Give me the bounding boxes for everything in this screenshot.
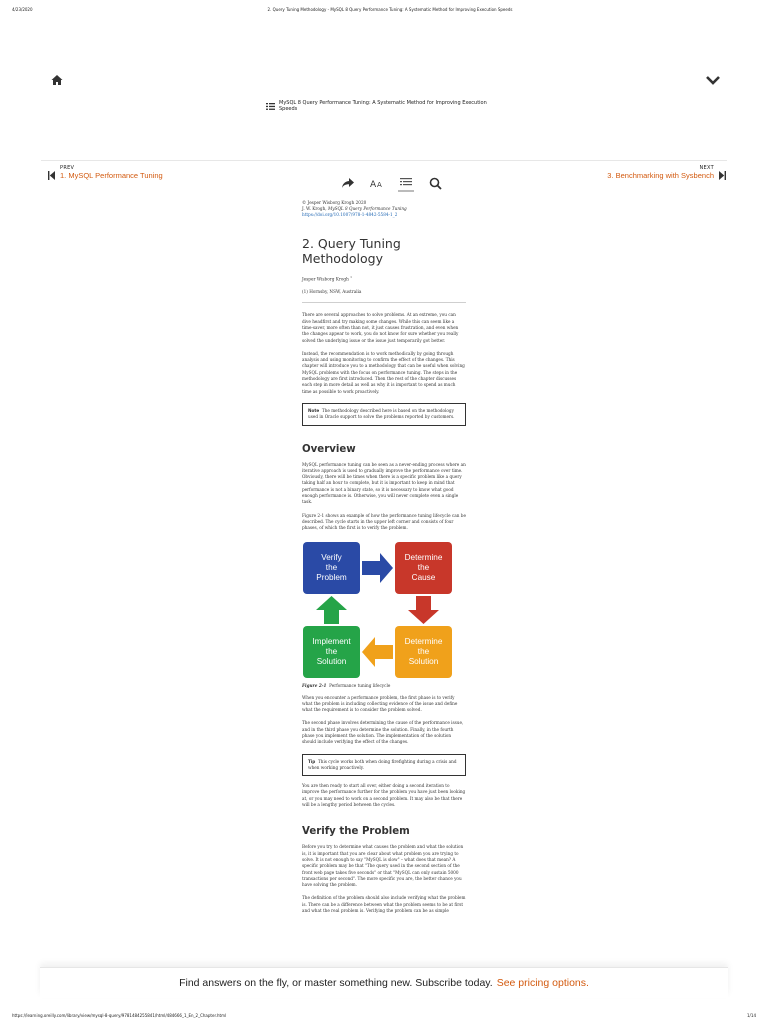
table-of-contents-icon[interactable] <box>398 174 414 192</box>
nav-divider <box>41 160 727 161</box>
next-chapter-title[interactable]: 3. Benchmarking with Sysbench <box>607 171 714 180</box>
chapter-title: 2. Query Tuning Methodology <box>302 236 401 266</box>
arrow-down <box>408 596 439 624</box>
chevron-down-icon[interactable] <box>704 72 722 86</box>
print-url: https://learning.oreilly.com/library/view/mysql-8-query/9781484255841/html/484666_1_En_2_Chapter.html <box>12 1013 227 1018</box>
svg-text:A: A <box>377 181 382 189</box>
font-size-icon[interactable] <box>369 175 385 191</box>
section-heading-overview: Overview <box>302 443 356 455</box>
banner-text: Find answers on the fly, or master something new. Subscribe today. <box>179 977 493 989</box>
search-icon[interactable] <box>427 175 443 191</box>
note-text: The methodology described here is based on the methodology used in Oracle support to solve the problems reported by customers. <box>308 407 455 420</box>
paragraph: The second phase involves determining the cause of the performance issue, and in the third phase you determine the solution. Finally, in the fourth phase you implement the solution. The implementation of the solution should include verifying the effect of the changes. <box>302 720 464 745</box>
tip-text: This cycle works both when doing firefighting during a crisis and when working proactively. <box>308 758 457 770</box>
arrow-left <box>362 637 393 667</box>
next-chapter-link[interactable] <box>607 165 726 180</box>
pricing-link[interactable]: See pricing options. <box>496 977 589 989</box>
subscribe-banner <box>40 967 728 998</box>
note-label: Note <box>308 407 320 413</box>
section-heading-verify: Verify the Problem <box>302 826 410 838</box>
paragraph: When you encounter a performance problem, the first phase is to verify what the problem is including collecting evidence of the issue and define what the requirement is to consider the problem solved. <box>302 694 458 713</box>
book-toc-link[interactable] <box>266 102 502 110</box>
paragraph: MySQL performance tuning can be seen as a never-ending process where an iterative approach is used to gradually improve the performance over time. Obviously, there will be times when there is a specific problem like a query taking half an hour to complete, but it is important to keep in mind that performance is not a binary state, so it is necessary to know what good enough performance is. Otherwise, you will never complete even a single task. <box>302 461 466 505</box>
box-label: Determine <box>404 552 443 562</box>
box-label: the <box>417 562 430 572</box>
lifecycle-figure <box>302 540 452 680</box>
divider <box>302 302 466 303</box>
skip-forward-icon <box>719 171 726 180</box>
box-label: Cause <box>411 572 436 582</box>
svg-text:A: A <box>370 180 377 189</box>
paragraph: Before you try to determine what causes the problem and what the solution is, it is important that you are clear about what problem you are trying to solve. It is not enough to say "MySQL is slow" – what does that mean? A specific problem may be that "The query used in the second section of the front web page takes five seconds" or that "MySQL can only sustain 5000 transactions per second". The more specific you are, the better chance you have solving the problem. <box>302 844 464 888</box>
paragraph: You are then ready to start all over, either doing a second iteration to improve the performance further for the problem you have just been looking at, or you may need to work on a second problem. It may also be that there will be a lengthy period between the cycles. <box>302 783 466 808</box>
paragraph: There are several approaches to solve problems. At an extreme, you can dive headfirst and try making some changes. While this can seem like a time-saver, more often than not, it just causes frustration, and even when the changes appear to work, you do not know for sure whether you really solved the underlying issue or the issue just temporarily got better. <box>302 312 459 343</box>
note-box <box>302 403 466 426</box>
list-icon <box>266 103 275 110</box>
affiliation: (1) Hornsby, NSW, Australia <box>302 289 362 295</box>
paragraph: The definition of the problem should also include verifying what the problem is. There can be a difference between what the problem seems to be at first and what the real problem is. Verifying the problem can be as simple <box>302 895 466 914</box>
reader-toolbar <box>340 174 443 192</box>
box-label: the <box>325 562 338 572</box>
next-label: NEXT <box>699 165 714 171</box>
paragraph: Instead, the recommendation is to work methodically by going through analysis and using monitoring to confirm the effect of the changes. This chapter will introduce you to a methodology that can be useful when solving MySQL problems with the focus on performance tuning. The steps in the methodology are first introduced. Then the rest of the chapter discusses each step in more detail as well as why it is important to spend as much time as possible to work proactively. <box>302 350 465 394</box>
copyright: © Jesper Wisborg Krogh 2020 <box>302 200 367 205</box>
book-title: MySQL 8 Query Performance Tuning: A Systematic Method for Improving Execution Speeds <box>279 100 487 112</box>
print-page-number: 1/14 <box>747 1013 756 1018</box>
paragraph: Figure 2-1 shows an example of how the performance tuning lifecycle can be described. The cycle starts in the upper left corner and consists of four phases, of which the first is to verify the problem. <box>302 512 466 531</box>
share-icon[interactable] <box>340 175 356 191</box>
print-title: 2. Query Tuning Methodology - MySQL 8 Query Performance Tuning: A Systematic Method for Improving Execution Speeds <box>267 7 513 12</box>
arrow-right <box>362 553 393 583</box>
author: Jesper Wisborg Krogh $^1$ <box>302 275 353 282</box>
box-label: Solution <box>316 656 347 666</box>
chapter-content <box>302 200 466 914</box>
box-label: Implement <box>312 636 351 646</box>
skip-back-icon <box>48 171 55 180</box>
prev-chapter-title[interactable]: 1. MySQL Performance Tuning <box>60 171 163 180</box>
box-label: Verify <box>321 552 342 562</box>
citation: J. W. Krogh, MySQL 8 Query Performance Tuning <box>302 206 407 211</box>
box-label: Solution <box>408 656 439 666</box>
box-label: the <box>417 646 430 656</box>
box-label: Determine <box>404 636 443 646</box>
arrow-up <box>316 596 347 624</box>
doi-link[interactable]: https://doi.org/10.1007/978-1-4842-5584-1_2 <box>302 212 398 217</box>
print-date: 4/23/2020 <box>12 7 33 12</box>
author-footnote: 1 <box>350 275 353 279</box>
box-label: Problem <box>316 572 347 582</box>
prev-label: PREV <box>60 165 75 171</box>
home-icon[interactable] <box>50 72 64 86</box>
tip-box <box>302 754 466 777</box>
prev-chapter-link[interactable] <box>48 165 163 180</box>
figure-caption: Figure 2-1 Performance tuning lifecycle <box>302 682 391 688</box>
tip-label: Tip <box>308 758 316 764</box>
box-label: the <box>325 646 338 656</box>
